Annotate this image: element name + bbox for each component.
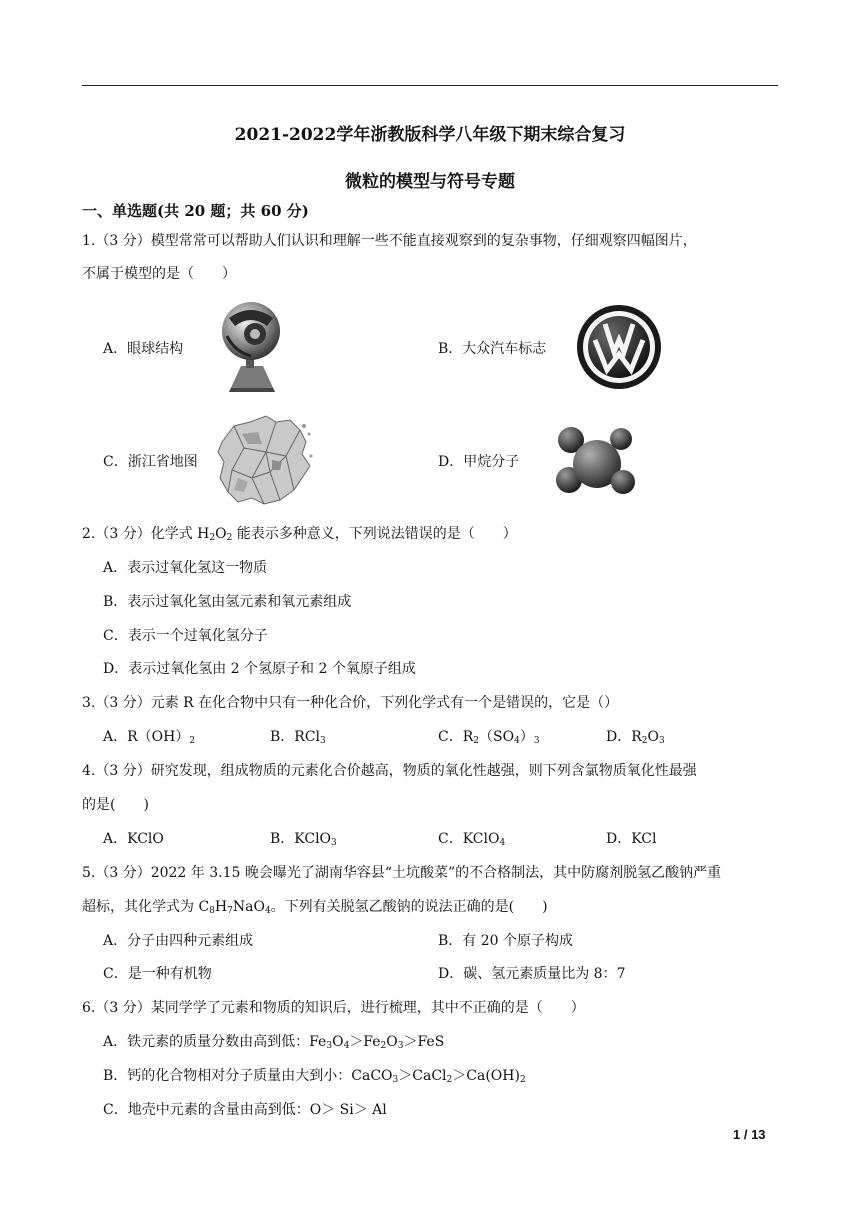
question-5-option-a: A．分子由四种元素组成 xyxy=(103,933,254,949)
question-4-option-b: B．KClO$_3$ xyxy=(270,831,337,848)
question-5-option-b: B．有 20 个原子构成 xyxy=(438,933,574,949)
question-3-option-d: D．$R_2O_3$ xyxy=(606,729,665,746)
question-6-option-c: C．地壳中元素的含量由高到低：O＞ Si＞ Al xyxy=(103,1102,387,1118)
question-5-option-d: D．碳、氢元素质量比为 8：7 xyxy=(438,966,626,982)
question-1-option-c: C．浙江省地图 xyxy=(103,454,198,470)
question-1-stem-line1: 1.（3 分）模型常常可以帮助人们认识和理解一些不能直接观察到的复杂事物，仔细观察四幅图片， xyxy=(82,233,697,249)
question-2-stem: 2.（3 分）化学式 $H_2O_2$ 能表示多种意义，下列说法错误的是（ ） xyxy=(82,526,517,543)
question-1-option-a: A．眼球结构 xyxy=(103,341,184,357)
question-2-option-a: A．表示过氧化氢这一物质 xyxy=(103,560,268,576)
question-1-option-d: D．甲烷分子 xyxy=(438,454,520,470)
question-2-option-c: C．表示一个过氧化氢分子 xyxy=(103,628,268,644)
eyeball-model-image xyxy=(215,296,283,394)
question-3-option-c: C．$R_2(SO_4)_3$ xyxy=(438,729,540,746)
question-1-stem-line2: 不属于模型的是（ ） xyxy=(82,266,236,282)
question-3-option-a: A．$R(OH)_2$ xyxy=(103,729,196,746)
question-4-option-a: A．KClO xyxy=(103,831,164,847)
document-subtitle: 微粒的模型与符号专题 xyxy=(345,172,515,192)
methane-molecule-image xyxy=(553,424,639,500)
question-3-option-b: B．RCl$_3$ xyxy=(270,729,326,746)
question-4-option-d: D．KCl xyxy=(606,831,657,847)
question-3-stem: 3.（3 分）元素 R 在化合物中只有一种化合价，下列化学式有一个是错误的，它是（） xyxy=(82,695,619,711)
document-title: 2021-2022学年浙教版科学八年级下期末综合复习 xyxy=(234,125,626,145)
question-6-option-b: B．钙的化合物相对分子质量由大到小：$CaCO_3>CaCl_2>Ca(OH)_2$ xyxy=(103,1068,526,1085)
zhejiang-map-image xyxy=(214,412,314,508)
question-2-option-d: D．表示过氧化氢由 2 个氢原子和 2 个氧原子组成 xyxy=(103,661,416,677)
page-number: 1 / 13 xyxy=(733,1127,766,1142)
question-4-option-c: C．KClO$_4$ xyxy=(438,831,506,848)
question-5-stem-line2: 超标，其化学式为 $C_8H_7NaO_4$。下列有关脱氢乙酸钠的说法正确的是( ) xyxy=(82,899,548,916)
question-6-option-a: A．铁元素的质量分数由高到低：$Fe_3O_4>Fe_2O_3>FeS$ xyxy=(103,1034,445,1051)
question-5-stem-line1: 5.（3 分）2022 年 3.15 晚会曝光了湖南华容县“土坑酸菜”的不合格制法，其中防腐剂脱氢乙酸钠严重 xyxy=(82,865,722,881)
header-rule xyxy=(82,85,778,86)
volkswagen-logo-image xyxy=(576,304,662,390)
question-5-option-c: C．是一种有机物 xyxy=(103,966,212,982)
question-2-option-b: B．表示过氧化氢由氢元素和氧元素组成 xyxy=(103,594,352,610)
section-heading: 一、单选题(共 20 题；共 60 分) xyxy=(82,202,309,220)
question-4-stem-line1: 4.（3 分）研究发现，组成物质的元素化合价越高，物质的氧化性越强，则下列含氯物质氧化性最强 xyxy=(82,763,697,779)
question-1-option-b: B．大众汽车标志 xyxy=(438,341,547,357)
question-6-stem: 6.（3 分）某同学学了元素和物质的知识后，进行梳理，其中不正确的是（ ） xyxy=(82,1000,585,1016)
question-4-stem-line2: 的是( ) xyxy=(82,797,149,813)
